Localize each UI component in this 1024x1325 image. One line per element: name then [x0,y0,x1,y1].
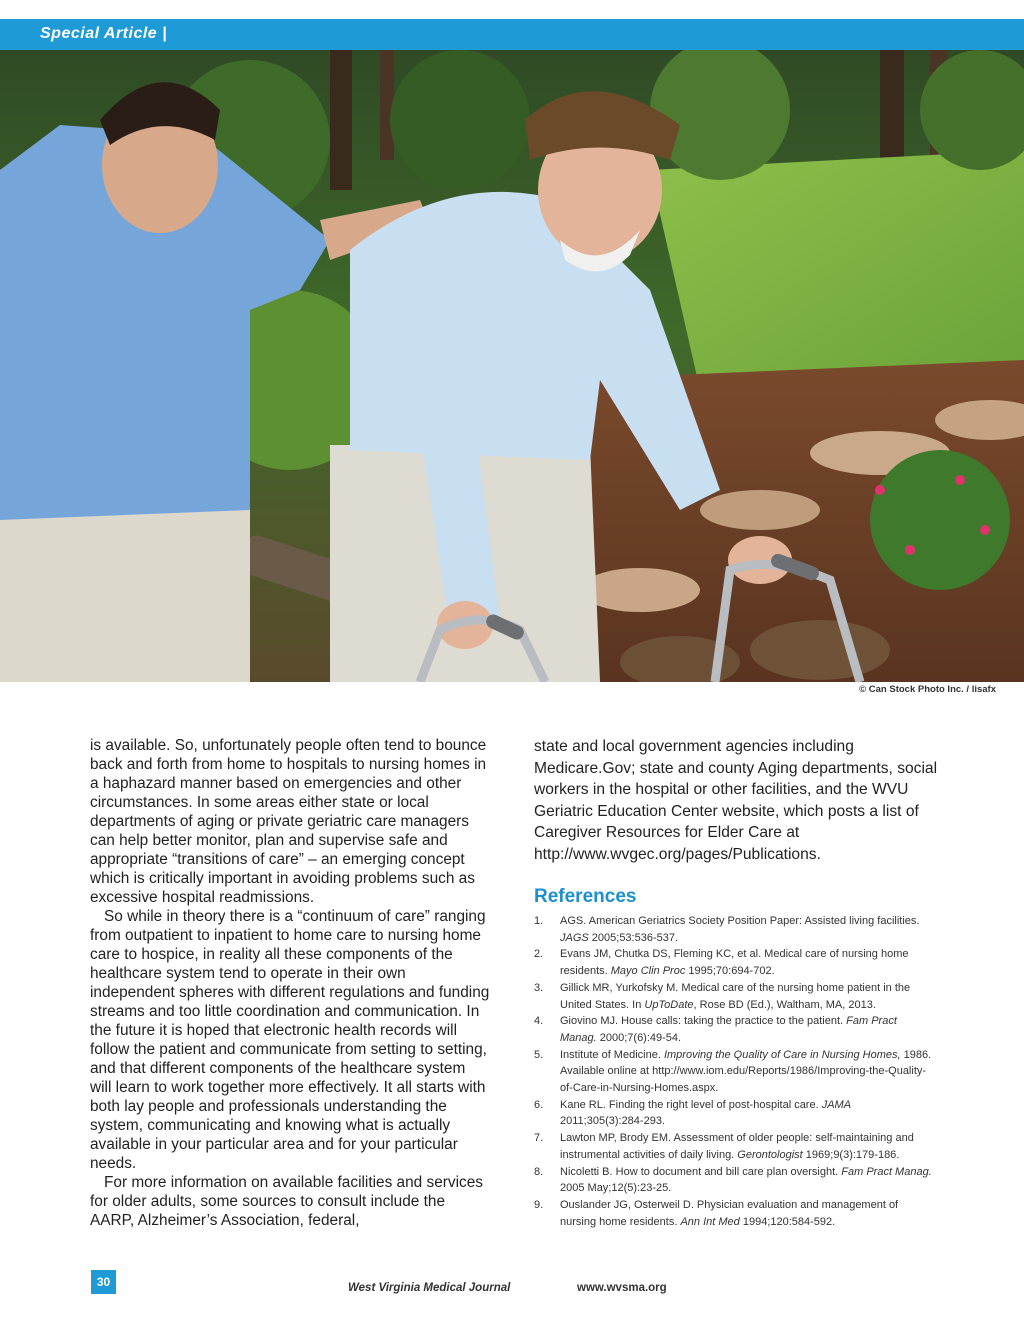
reference-item: 8. Nicoletti B. How to document and bill care plan oversight. Fam Pract Manag. 2005 May;12(5):23-25. [534,1165,932,1195]
body-paragraph: is available. So, unfortunately people often tend to bounce back and forth from home to hospitals to nursing homes in a haphazard manner based on emergencies and other circumstances. In some areas either state or local departments of aging or private geriatric care managers can help better monitor, plan and supervise safe and appropriate “transitions of care” – an emerging concept which is critically important in avoiding problems such as excessive hospital readmissions. [90,737,487,906]
body-paragraph: For more information on available facilities and services for older adults, some sources to consult include the AARP, Alzheimer’s Association, federal, [90,1174,483,1229]
reference-item: 6. Kane RL. Finding the right level of post-hospital care. JAMA 2011;305(3):284-293. [534,1098,852,1128]
reference-item: 5. Institute of Medicine. Improving the Quality of Care in Nursing Homes, 1986. Available online at http://www.iom.edu/Reports/1986/Improving-the-Quality-of-Care-in-Nursing-Homes.aspx. [534,1048,932,1095]
body-paragraph: state and local government agencies including Medicare.Gov; state and county Aging departments, social workers in the hospital or other facilities, and the WVU Geriatric Education Center website, which posts a list of Caregiver Resources for Elder Care at http://www.wvgec.org/pages/Publications. [534,738,938,863]
reference-item: 1. AGS. American Geriatrics Society Position Paper: Assisted living facilities. JAGS 2005;53:536-537. [534,915,920,944]
footer-url: www.wvsma.org [577,1282,667,1294]
photo-credit: © Can Stock Photo Inc. / lisafx [859,684,996,695]
page-number: 30 [91,1270,116,1294]
right-column [534,736,944,865]
references-list [534,913,934,1230]
reference-item: 2. Evans JM, Chutka DS, Fleming KC, et al. Medical care of nursing home residents. Mayo Clin Proc 1995;70:694-702. [534,948,909,978]
reference-item: 4. Giovino MJ. House calls: taking the practice to the patient. Fam Pract Manag. 2000;7(6):49-54. [534,1015,897,1044]
body-paragraph: So while in theory there is a “continuum of care” ranging from outpatient to inpatient to home care to nursing home care to hospice, in reality all these components of the healthcare system tend to operate in their own independent spheres with different regulations and funding streams and too little coordination and communication. In the future it is hoped that electronic health records will follow the patient and communicate from setting to setting, and that different components of the healthcare system will learn to work together more effectively. It all starts with both lay people and professionals understanding the system, communicating and knowing what is actually available in your particular area and for your particular needs. [90,908,490,1172]
left-column [90,736,490,1230]
section-header-band [0,19,1024,50]
article-photo [0,50,1024,682]
footer-journal-name: West Virginia Medical Journal [348,1282,511,1294]
references-heading: References [534,886,637,907]
reference-item: 3. Gillick MR, Yurkofsky M. Medical care of the nursing home patient in the United States. In UpToDate, Rose BD (Ed.), Waltham, MA, 2013. [534,981,911,1011]
reference-item: 9. Ouslander JG, Osterweil D. Physician evaluation and management of nursing home residents. Ann Int Med 1994;120:584-592. [534,1198,899,1228]
section-label: Special Article | [40,25,168,42]
reference-item: 7. Lawton MP, Brody EM. Assessment of older people: self-maintaining and instrumental activities of daily living. Gerontologist 1969;9(3):179-186. [534,1132,914,1161]
